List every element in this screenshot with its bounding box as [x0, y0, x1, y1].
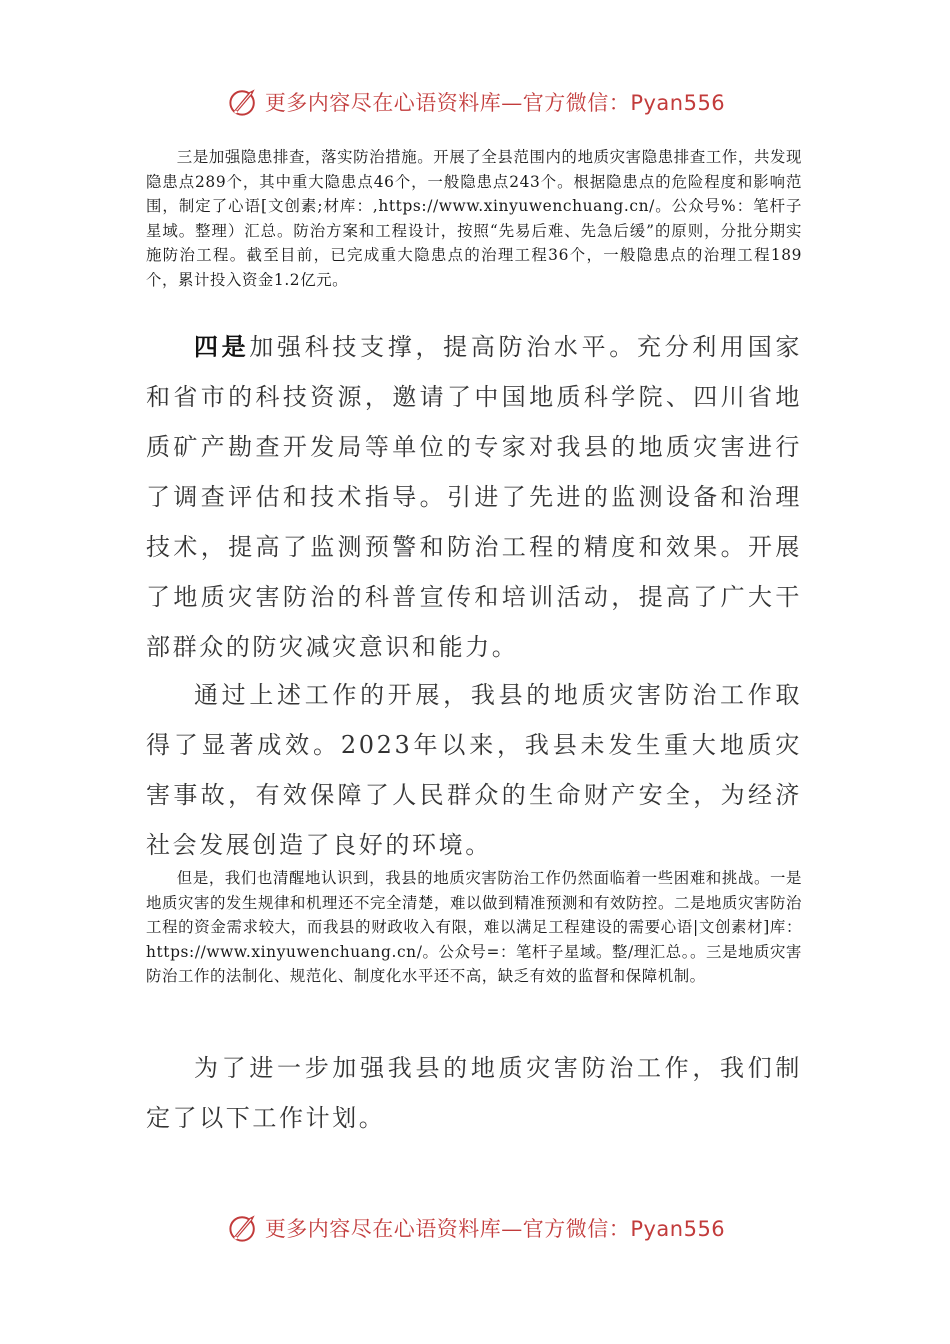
paragraph-lead-label: 四是 — [194, 332, 250, 361]
paragraph-tech-support — [146, 322, 802, 672]
banner-text: 更多内容尽在心语资料库—官方微信：Pyan556 — [264, 91, 726, 115]
paragraph-work-plan: 为了进一步加强我县的地质灾害防治工作，我们制定了以下工作计划。 — [146, 1054, 802, 1132]
pen-nib-circle-icon — [225, 1210, 261, 1246]
paragraph-hazard-inspection: 三是加强隐患排查，落实防治措施。开展了全县范围内的地质灾害隐患排查工作，共发现隐患点289个，其中重大隐患点46个，一般隐患点243个。根据隐患点的危险程度和影响范围，制定了心语[文创素;材库：,https://www.xinyuwenchuang.cn/。公众号%：笔杆子星域。整理）汇总。防治方案和工程设计，按照“先易后难、先急后缓”的原则，分批分期实施防治工程。截至目前，已完成重大隐患点的治理工程36个，一般隐患点的治理工程189个，累计投入资金1.2亿元。 — [146, 148, 802, 289]
paragraph-body: 加强科技支撑，提高防治水平。充分利用国家和省市的科技资源，邀请了中国地质科学院、四川省地质矿产勘查开发局等单位的专家对我县的地质灾害进行了调查评估和技术指导。引进了先进的监测设备和治理技术，提高了监测预警和防治工程的精度和效果。开展了地质灾害防治的科普宣传和培训活动，提高了广大干部群众的防灾减灾意识和能力。 — [146, 333, 802, 661]
pen-nib-circle-icon — [225, 84, 261, 120]
header-watermark-banner — [0, 82, 950, 122]
paragraph-results: 通过上述工作的开展，我县的地质灾害防治工作取得了显著成效。2023年以来，我县未发生重大地质灾害事故，有效保障了人民群众的生命财产安全，为经济社会发展创造了良好的环境。 — [146, 681, 802, 859]
banner-text: 更多内容尽在心语资料库—官方微信：Pyan556 — [264, 1217, 726, 1241]
footer-watermark-banner — [0, 1208, 950, 1248]
paragraph-challenges: 但是，我们也清醒地认识到，我县的地质灾害防治工作仍然面临着一些困难和挑战。一是地质灾害的发生规律和机理还不完全清楚，难以做到精准预测和有效防控。二是地质灾害防治工程的资金需求较大，而我县的财政收入有限，难以满足工程建设的需要心语|文创素材]库：https://www.xinyuwenchuang.cn/。公众号=：笔杆子星域。整/理汇总。。三是地质灾害防治工作的法制化、规范化、制度化水平还不高，缺乏有效的监督和保障机制。 — [146, 869, 802, 985]
